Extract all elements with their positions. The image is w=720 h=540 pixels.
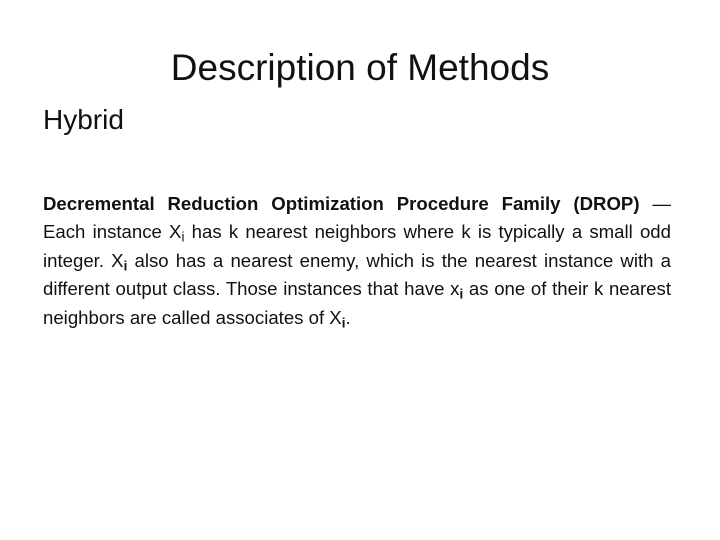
body-text-segment: also has a nearest enemy, which is the nearest instance with a different output class. Those instances that have x — [43, 249, 671, 300]
slide-title: Description of Methods — [170, 47, 550, 88]
body-paragraph — [43, 190, 671, 332]
subscript-i: i — [459, 286, 464, 302]
body-text-segment: as one of their k nearest neighbors are called associates of X — [43, 278, 671, 328]
body-text-segment: has k nearest neighbors where k is typically a small odd integer. X — [43, 221, 671, 271]
body-text-segment: — Each instance X — [43, 193, 671, 243]
subscript-i: i — [341, 314, 346, 330]
subscript-i: i — [181, 229, 185, 245]
body-text-segment: . — [345, 306, 351, 328]
slide-subtitle: Hybrid — [43, 104, 124, 135]
body-heading: Decremental Reduction Optimization Procedure Family (DROP) — [43, 193, 640, 214]
subscript-i: i — [123, 258, 128, 274]
